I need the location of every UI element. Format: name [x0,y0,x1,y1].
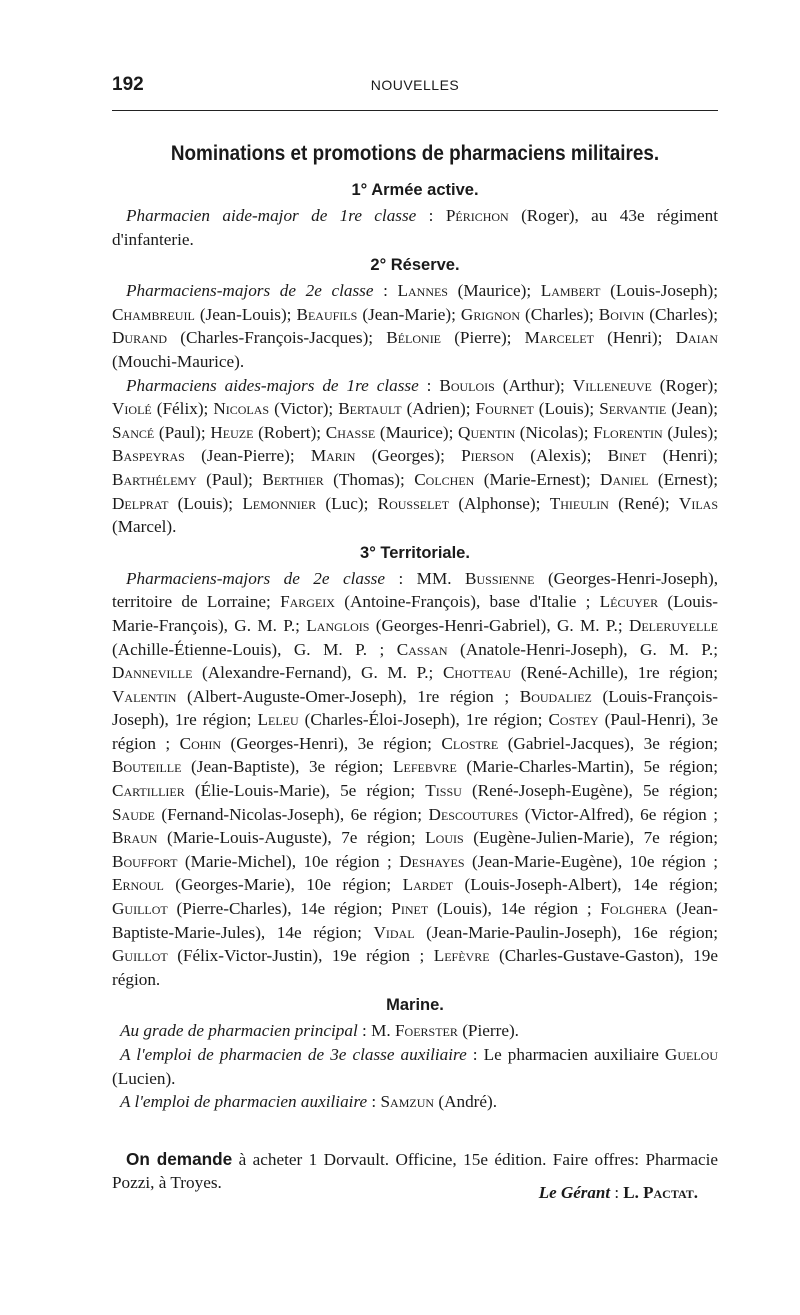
nomination-paragraph [112,279,718,373]
paragraph-text: : M. [357,1021,395,1041]
person-surname: Marcelet [524,328,594,348]
section-heading: Marine. [386,996,444,1015]
person-surname: Lambert [540,281,601,301]
person-surname: Rousselet [377,493,450,513]
paragraph-text: (Alexandre-Fernand), G. M. P.; [192,663,443,683]
paragraph-text: (Luc); [316,493,378,513]
person-surname: Deleruyelle [628,615,718,635]
person-surname: Berthier [262,469,324,489]
person-surname: Grignon [460,304,520,324]
header-rule [112,110,718,111]
person-surname: Louis [425,828,464,848]
paragraph-text: (Adrien); [401,399,476,419]
person-surname: Leleu [257,710,299,730]
running-head: NOUVELLES [370,77,460,93]
person-surname: Servantie [599,399,667,419]
paragraph-text: (Lucien). [112,1068,176,1088]
paragraph-text: (Henri); [646,446,718,466]
paragraph-text: (Gabriel-Jacques), 3e région; [498,733,718,753]
person-surname: Bélonie [386,328,442,348]
paragraph-text: (Louis-Joseph-Albert), 14e région; [453,875,718,895]
person-surname: Fournet [475,399,534,419]
person-surname: Thieulin [549,493,609,513]
paragraph-lead: Au grade de pharmacien principal [120,1021,358,1041]
signature-separator: : [610,1183,624,1202]
person-surname: Baspeyras [112,446,185,466]
person-surname: Guillot [112,946,168,966]
paragraph-text: (Victor); [269,399,339,419]
paragraph-lead: Pharmaciens-majors de 2e classe [126,281,374,301]
person-surname: Pinet [391,899,429,919]
paragraph-text: (Roger); [651,375,719,395]
paragraph-text: (Louis-Marie-François), G. M. P.; [112,592,718,635]
person-surname: Chotteau [442,663,512,683]
paragraph-text: (Georges); [355,446,462,466]
signature-label: Le Gérant [538,1183,611,1202]
person-surname: Quentin [458,422,516,442]
person-surname: Florentin [593,422,663,442]
paragraph-text: (Marie-Michel), 10e région ; [177,851,400,871]
person-surname: Langlois [306,615,370,635]
paragraph-text: (Robert); [253,422,326,442]
person-surname: Binet [607,446,647,466]
signature [539,1183,698,1203]
paragraph-text: (Alphonse); [449,493,550,513]
person-surname: Valentin [112,686,177,706]
nomination-paragraph [112,1090,718,1114]
paragraph-text: (Mouchi-Maurice). [112,351,245,371]
paragraph-text: (Paul); [196,469,263,489]
section-heading: 1° Armée active. [351,181,479,199]
paragraph-text: (René-Joseph-Eugène), 5e région; [461,781,718,801]
section-heading: 3° Territoriale. [360,543,470,562]
person-surname: Lefebvre [393,757,457,777]
paragraph-text: (Ernest); [648,469,718,489]
paragraph-text: (Anatole-Henri-Joseph), G. M. P.; [447,639,718,659]
paragraph-text: : MM. [385,568,466,588]
paragraph-text: (Charles-Gustave-Gaston), 19e région. [112,946,718,989]
person-surname: Pierson [461,446,515,466]
person-surname: Samzun [380,1092,435,1112]
signature-name: L. Pactat. [623,1183,698,1202]
nomination-paragraph [112,204,718,251]
person-surname: Sancé [112,422,155,442]
paragraph-text: (Thomas); [323,469,415,489]
paragraph-text: (Paul-Henri), 3e région ; [112,710,718,753]
paragraph-text: (Pierre-Charles), 14e région; [167,899,392,919]
paragraph-text: (Charles-Éloi-Joseph), 1re région; [298,710,549,730]
paragraph-lead: Pharmacien aide-major de 1re classe [126,206,417,225]
notice-text: à acheter 1 Dorvault. Officine, 15e édition. Faire offres: Pharmacie Pozzi, à Troyes. [112,1149,718,1193]
person-surname: Costey [548,710,599,730]
section-territoriale [112,541,718,992]
paragraph-text: (Maurice); [375,422,459,442]
person-surname: Marin [310,446,356,466]
person-surname: Boulois [439,375,495,395]
person-surname: Vidal [373,922,415,942]
paragraph-text: (Georges-Henri-Gabriel), G. M. P.; [369,615,629,635]
nomination-paragraph [112,567,718,992]
person-surname: Daniel [600,469,649,489]
paragraph-text: (Louis); [533,399,600,419]
person-surname: Chasse [325,422,376,442]
person-surname: Colchen [414,469,475,489]
person-surname: Durand [112,328,168,348]
paragraph-text: (Paul); [154,422,211,442]
paragraph-text: (Jean); [666,399,719,419]
person-surname: Chambreuil [112,304,195,324]
person-surname: Lefèvre [433,946,490,966]
person-surname: Violé [112,399,152,419]
paragraph-text: (Jean-Marie); [357,304,461,324]
person-surname: Heuze [210,422,254,442]
person-surname: Deshayes [399,851,465,871]
person-surname: Bertault [338,399,402,419]
person-surname: Cassan [396,639,448,659]
paragraph-text: (Jules); [662,422,718,442]
paragraph-text: (Charles); [519,304,599,324]
person-surname: Tissu [425,781,462,801]
paragraph-text: (Louis); [168,493,243,513]
nomination-paragraph [112,1019,718,1043]
section-marine [112,993,718,1113]
person-surname: Boudaliez [519,686,592,706]
paragraph-text: : [373,281,398,301]
section-reserve [112,253,718,539]
paragraph-text: (Charles); [644,304,719,324]
person-surname: Braun [112,828,158,848]
paragraph-text: : [367,1092,381,1112]
page-header [112,74,718,100]
article-title: Nominations et promotions de pharmaciens militaires. [170,142,660,165]
paragraph-text: (Maurice); [448,281,541,301]
paragraph-lead: A l'emploi de pharmacien de 3e classe auxiliaire [120,1045,467,1064]
person-surname: Bouffort [112,851,178,871]
paragraph-text: : [416,206,446,225]
paragraph-text: (Henri); [593,328,676,348]
person-surname: Nicolas [213,399,270,419]
person-surname: Ernoul [112,875,164,895]
paragraph-text: (Georges-Henri), 3e région; [221,733,442,753]
paragraph-text: (Jean-Baptiste-Marie-Jules), 14e région; [112,899,718,942]
paragraph-text: (André). [434,1092,498,1112]
nomination-paragraph [112,1043,718,1090]
paragraph-text: (Georges-Marie), 10e région; [163,875,403,895]
person-surname: Descoutures [428,804,519,824]
paragraph-text: (Arthur); [494,375,573,395]
paragraph-text: (Roger), au 43e régiment d'infanterie. [112,206,719,249]
paragraph-text: (Jean-Marie-Eugène), 10e région ; [464,851,718,871]
person-surname: Lannes [397,281,448,301]
person-surname: Lemonnier [242,493,317,513]
paragraph-text: (Eugène-Julien-Marie), 7e région; [463,828,719,848]
person-surname: Saude [112,804,155,824]
paragraph-text: (Marie-Ernest); [474,469,601,489]
person-surname: Foerster [394,1021,458,1041]
paragraph-text: (Marie-Louis-Auguste), 7e région; [157,828,426,848]
paragraph-text: (Félix-Victor-Justin), 19e région ; [167,946,434,966]
person-surname: Périchon [445,206,509,225]
person-surname: Delprat [112,493,169,513]
paragraph-text: (Nicolas); [515,422,594,442]
article-body [112,140,718,1195]
person-surname: Guelou [664,1045,718,1064]
paragraph-text: (Jean-Pierre); [184,446,311,466]
person-surname: Fargeix [280,592,335,612]
paragraph-text: (René-Achille), 1re région; [511,663,718,683]
notice-lead: On demande [126,1148,233,1169]
person-surname: Bouteille [112,757,182,777]
paragraph-text: (Georges-Henri-Joseph), territoire de Lorraine; [112,568,719,612]
person-surname: Beaufils [296,304,358,324]
person-surname: Villeneuve [572,375,652,395]
paragraph-lead: Pharmaciens aides-majors de 1re classe [126,375,419,395]
paragraph-text: (Alexis); [514,446,608,466]
paragraph-text: (Antoine-François), base d'Italie ; [334,592,600,612]
person-surname: Lardet [402,875,454,895]
paragraph-text: (Pierre). [457,1021,519,1041]
section-armee-active [112,178,718,251]
section-heading: 2° Réserve. [370,256,460,275]
paragraph-text: (Louis-Joseph); [600,281,719,301]
paragraph-lead: Pharmaciens-majors de 2e classe [126,568,385,588]
page-number: 192 [112,74,144,95]
paragraph-text: (Marie-Charles-Martin), 5e région; [456,757,718,777]
paragraph-text: : [418,375,440,395]
person-surname: Guillot [112,899,168,919]
paragraph-text: (Fernand-Nicolas-Joseph), 6e région; [154,804,429,824]
paragraph-text: (Charles-François-Jacques); [167,328,387,348]
person-surname: Bussienne [465,568,535,588]
person-surname: Clostre [441,733,499,753]
paragraph-text: (Élie-Louis-Marie), 5e région; [184,781,426,801]
paragraph-text: (Louis-François-Joseph), 1re région; [112,686,718,730]
paragraph-text: (Félix); [151,399,214,419]
paragraph-text: (Albert-Auguste-Omer-Joseph), 1re région ; [176,686,520,706]
nomination-paragraph [112,374,718,539]
paragraph-text: (Victor-Alfred), 6e région ; [518,804,718,824]
paragraph-text: (Pierre); [441,328,525,348]
person-surname: Daian [675,328,719,348]
paragraph-text: (Louis), 14e région ; [428,899,601,919]
person-surname: Barthélemy [112,469,197,489]
person-surname: Vilas [678,493,719,513]
person-surname: Cohin [179,733,222,753]
paragraph-text: : Le pharmacien auxiliaire [466,1045,665,1064]
paragraph-text: (Jean-Baptiste), 3e région; [181,757,393,777]
paragraph-text: (Jean-Marie-Paulin-Joseph), 16e région; [414,922,718,942]
paragraph-text: (René); [608,493,679,513]
person-surname: Folghera [600,899,668,919]
person-surname: Danneville [112,663,193,683]
paragraph-text: (Marcel). [112,517,177,537]
paragraph-text: (Achille-Étienne-Louis), G. M. P. ; [112,639,397,659]
person-surname: Lécuyer [599,592,659,612]
paragraph-text: (Jean-Louis); [194,304,297,324]
person-surname: Cartillier [112,781,185,801]
person-surname: Boivin [598,304,645,324]
paragraph-lead: A l'emploi de pharmacien auxiliaire [120,1092,368,1112]
